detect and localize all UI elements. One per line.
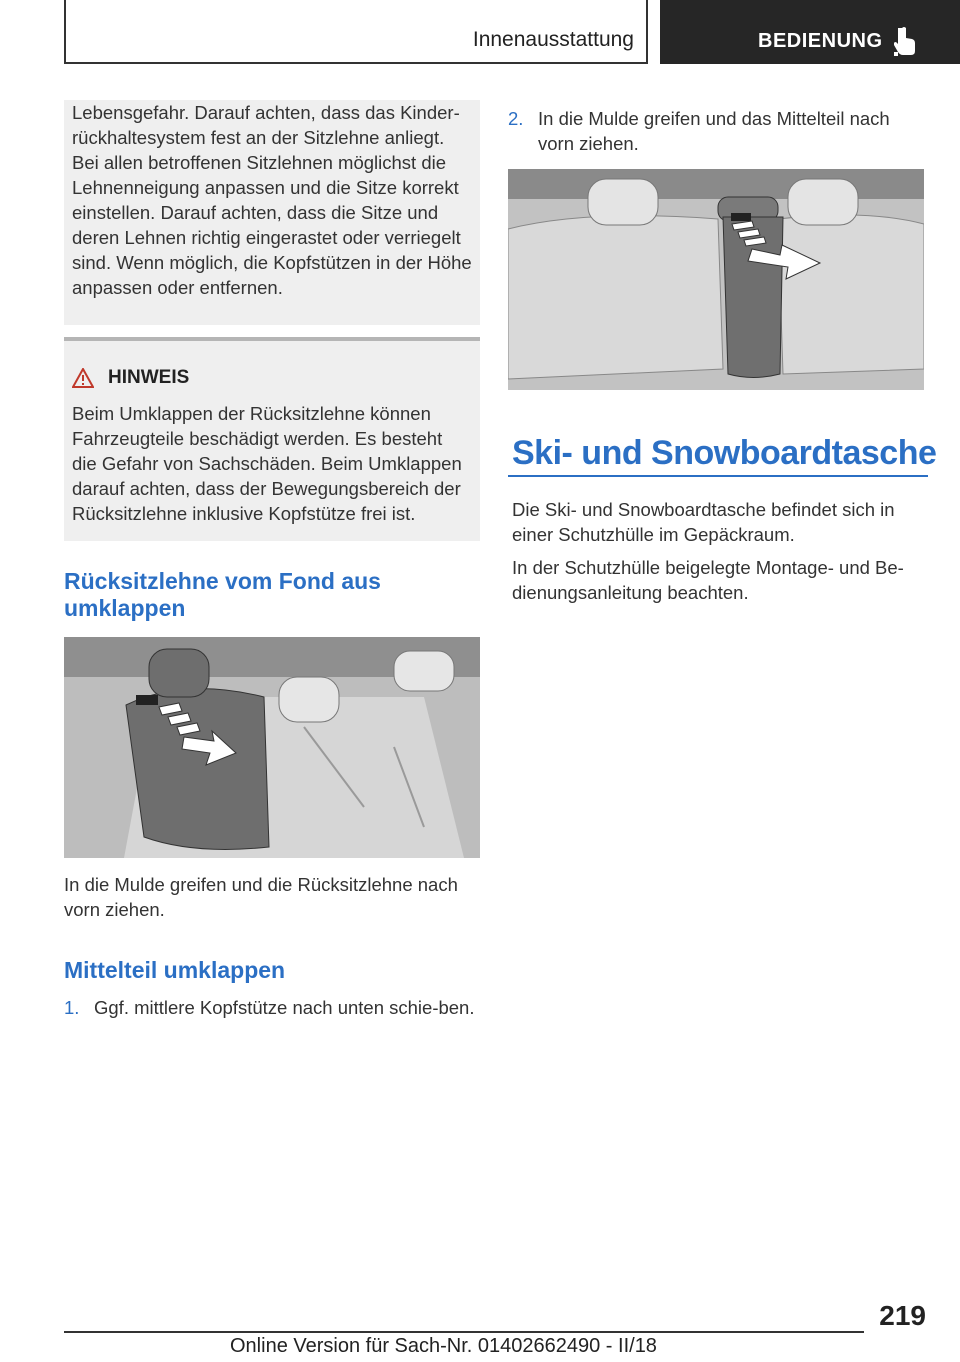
heading-rule — [508, 475, 928, 477]
header-section-tab — [64, 0, 648, 64]
header-chapter-tab — [660, 0, 960, 64]
footer-rule — [64, 1331, 864, 1333]
list-item — [64, 995, 480, 1020]
heading-fond: Rücksitzlehne vom Fond aus umklappen — [64, 568, 381, 621]
warning-box-continued — [64, 100, 480, 325]
hinweis-heading — [72, 367, 189, 389]
step-number: 1. — [64, 997, 80, 1018]
steps-list-right — [508, 106, 924, 156]
fond-instruction: In die Mulde greifen und die Rücksitzlehne nach vorn ziehen. — [64, 874, 458, 920]
step-number: 2. — [508, 108, 524, 129]
chapter-title: BEDIENUNG — [758, 30, 883, 52]
warning-text: Lebensgefahr. Darauf achten, dass das Kinder-rückhaltesystem fest an der Sitzlehne anliegt. Bei allen betroffenen Sitzlehnen möglichst die Lehnenneigung anpassen und die Sitze korrekt einstellen. Darauf achten, dass die Sitze und deren Lehnen richtig eingerastet oder verriegelt sind. Wenn möglich, die Kopfstützen in der Höhe anpassen oder entfernen. — [72, 102, 472, 298]
steps-list-left — [64, 995, 480, 1020]
page-number: 219 — [879, 1300, 926, 1331]
section-title: Innenausstattung — [472, 28, 634, 51]
warning-triangle-icon — [72, 368, 94, 388]
list-item — [508, 106, 924, 156]
ski-text-1: Die Ski- und Snowboardtasche befindet sich in einer Schutzhülle im Gepäckraum. — [512, 499, 895, 545]
heading-mittelteil: Mittelteil umklappen — [64, 957, 286, 983]
ski-text-2: In der Schutzhülle beigelegte Montage- und Be-dienungsanleitung beachten. — [512, 557, 904, 603]
step-text: In die Mulde greifen und das Mittelteil nach vorn ziehen. — [538, 108, 890, 154]
hinweis-text: Beim Umklappen der Rücksitzlehne können Fahrzeugteile beschädigt werden. Es besteht die Gefahr von Sachschäden. Beim Umklappen darauf achten, dass der Bewegungsbereich der Rücksitzlehne inklusive Kopfstütze frei ist. — [72, 403, 462, 524]
hinweis-title: HINWEIS — [108, 367, 190, 388]
online-version-footer: Online Version für Sach-Nr. 01402662490 - II/18 — [230, 1335, 657, 1357]
middle-section-illustration — [508, 169, 924, 390]
seat-fold-illustration — [64, 637, 480, 858]
heading-ski-snowboard: Ski- und Snowboardtasche — [512, 434, 937, 472]
hand-pointer-icon — [894, 26, 918, 56]
hinweis-box — [64, 337, 480, 541]
step-text: Ggf. mittlere Kopfstütze nach unten schie-ben. — [94, 997, 475, 1018]
